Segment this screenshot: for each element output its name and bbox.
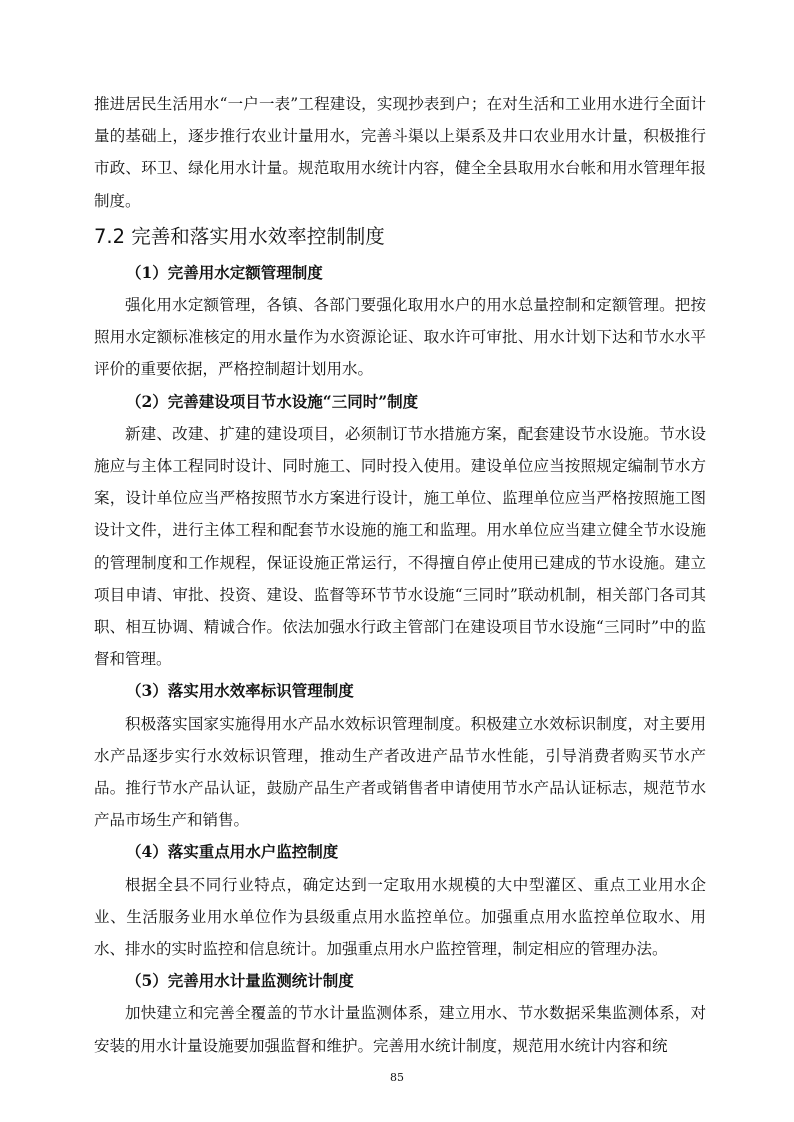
subsection-4-body: 根据全县不同行业特点，确定达到一定取用水规模的大中型灌区、重点工业用水企业、生活服务业用水单位作为县级重点用水监控单位。加强重点用水监控单位取水、用水、排水的实时监控和信息统计。加强重点用水户监控管理，制定相应的管理办法。 <box>94 875 706 959</box>
subsection-5-heading: （5）完善用水计量监测统计制度 <box>126 971 354 991</box>
intro-paragraph: 推进居民生活用水“一户一表”工程建设，实现抄表到户；在对生活和工业用水进行全面计量的基础上，逐步推行农业计量用水，完善斗渠以上渠系及井口农业用水计量，积极推行市政、环卫、绿化用水计量。规范取用水统计内容，健全全县取用水台帐和用水管理年报制度。 <box>94 95 706 210</box>
subsection-3-heading: （3）落实用水效率标识管理制度 <box>126 681 354 701</box>
subsection-3-body: 积极落实国家实施得用水产品水效标识管理制度。积极建立水效标识制度，对主要用水产品逐步实行水效标识管理，推动生产者改进产品节水性能，引导消费者购买节水产品。推行节水产品认证，鼓励产品生产者或销售者申请使用节水产品认证标志，规范节水产品市场生产和销售。 <box>94 714 706 830</box>
document-page <box>94 88 706 1062</box>
page-number: 85 <box>390 1071 404 1084</box>
subsection-5-body: 加快建立和完善全覆盖的节水计量监测体系，建立用水、节水数据采集监测体系，对安装的用水计量设施要加强监督和维护。完善用水统计制度，规范用水统计内容和统 <box>94 1004 706 1055</box>
subsection-4-heading: （4）落实重点用水户监控制度 <box>126 842 339 862</box>
section-title: 7.2 完善和落实用水效率控制制度 <box>94 224 385 248</box>
subsection-2-body: 新建、改建、扩建的建设项目，必须制订节水措施方案，配套建设节水设施。节水设施应与主体工程同时设计、同时施工、同时投入使用。建设单位应当按照规定编制节水方案，设计单位应当严格按照节水方案进行设计，施工单位、监理单位应当严格按照施工图设计文件，进行主体工程和配套节水设施的施工和监理。用水单位应当建立健全节水设施的管理制度和工作规程，保证设施正常运行，不得擅自停止使用已建成的节水设施。建立项目申请、审批、投资、建设、监督等环节节水设施“三同时”联动机制，相关部门各司其职、相互协调、精诚合作。依法加强水行政主管部门在建设项目节水设施“三同时”中的监督和管理。 <box>94 424 706 669</box>
subsection-1-heading: （1）完善用水定额管理制度 <box>126 262 323 282</box>
subsection-1-body: 强化用水定额管理，各镇、各部门要强化取用水户的用水总量控制和定额管理。把按照用水定额标准核定的用水量作为水资源论证、取水许可审批、用水计划下达和节水水平评价的重要依据，严格控制超计划用水。 <box>94 296 706 379</box>
subsection-2-heading: （2）完善建设项目节水设施“三同时”制度 <box>126 391 419 411</box>
